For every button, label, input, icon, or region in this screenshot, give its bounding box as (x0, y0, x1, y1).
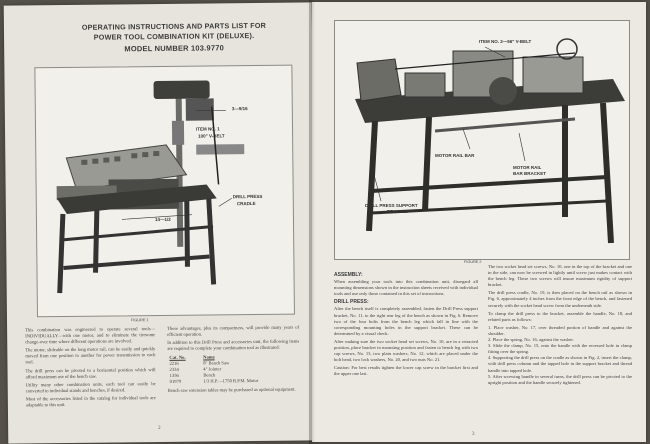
figure-2-caption: FIGURE 2 (464, 260, 482, 264)
leader-motor-rail (463, 129, 470, 149)
saw-blade (557, 39, 577, 59)
drill-motor (186, 98, 214, 120)
paragraph: This combination was engineered to operate several tools—INDIVIDUALLY—with one motor, and to eliminate the tiresome change-over time where different operations are involved. (25, 326, 156, 345)
paragraph: Most of the accessories listed in the catalog for individual tools are adaptable to this unit. (25, 394, 156, 408)
left-column-2 (167, 325, 300, 397)
label-motor-bracket-2: BAR BRACKET (513, 171, 546, 176)
figure-2-illustration (335, 21, 631, 261)
left-page (4, 2, 317, 443)
paragraph: Caution: For best results tighten the lower cap screw in the bracket first and the upper one last. (334, 365, 478, 377)
parts-header-name: Name (203, 354, 215, 360)
cell-catno: 1356 (169, 373, 179, 379)
label-motor-rail: MOTOR RAIL BAR (435, 153, 475, 158)
paragraph: These advantages, plus its compactness, will provide many years of efficient operation. (167, 324, 300, 338)
paragraph: Bench saw extension tables may be purchased as optional equipment. (167, 387, 296, 394)
model-number: MODEL NUMBER 103.9770 (124, 43, 224, 54)
page-number: 2 (158, 426, 161, 432)
parts-header-catno: Cat. No. (169, 355, 186, 361)
label-support-2: BRACKET (387, 209, 409, 214)
leader-cradle (219, 198, 232, 206)
page-header (74, 21, 274, 55)
motor (489, 77, 517, 105)
cell-name: 4" Jointer (203, 366, 222, 373)
drill-press-horizontal (357, 59, 401, 101)
label-cradle-2: CRADLE (236, 200, 256, 207)
paragraph: To clamp the drill press to the bracket, assemble the handle, No. 18, and related parts as follows: (488, 310, 632, 322)
assembly-steps (488, 325, 632, 386)
saw-extension (523, 57, 583, 93)
label-item-1: ITEM NO. 1 (195, 126, 220, 132)
paragraph: The drill press cradle, No. 19, is then placed on the bench rail as shown in Fig. 6, approximately 4 inches from the front edge of the bench, and fastened securely with the socket head screw from the underneath side. (488, 290, 632, 308)
paragraph: The drill press can be pivoted to a horizontal position which will afford maximum use of the bench saw. (25, 366, 156, 380)
drill-press-heading: DRILL PRESS: (334, 299, 369, 306)
list-item: 4. Supporting the drill press on the cradle as shown in Fig. 2, insert the clamp, with drill press column and the tapped hole in the support bracket and thread handle into tapped hole. (488, 355, 632, 373)
paragraph: The motor, slideable on the long motor rail, can be easily and quickly moved from one position to another for power transmission to each tool. (25, 346, 156, 365)
label-dim-2: 14—1/2 (154, 216, 171, 223)
paragraph: After the bench itself is completely assembled, fasten the Drill Press support bracket, No. 11, to the right rear leg of the bench as shown in Fig. 6. Remove two of the four bolts from the bench leg which fall in line with the corresponding mounting holes in the support bracket. These can be determined by a visual check. (334, 306, 478, 336)
cell-name: 8" Bench Saw (203, 360, 230, 367)
motor-rail-bar (435, 119, 575, 131)
drill-head (154, 80, 210, 99)
figure-2 (334, 20, 630, 260)
jointer (405, 73, 445, 97)
paragraph: The two socket head set screws, No. 10, one in the top of the bracket and one in the side, can now be screwed in lightly until screw just makes contact with the bench leg. These two screws will insure maximum rigidity of support bracket. (488, 264, 632, 288)
cell-catno: 2216 (169, 361, 179, 367)
bench-rail (371, 177, 607, 191)
paragraph: When assembling your tools into this combination unit, disregard all mounting dimensions shown in the instruction sheets received with individual tools and use only those contained in this set of instructions. (334, 279, 478, 297)
right-column-2 (488, 264, 632, 386)
list-item: 5. After screwing handle in several turns, the drill press can be pivoted to the upright position and the handle securely tightened. (488, 373, 632, 385)
header-line1: OPERATING INSTRUCTIONS AND PARTS LIST FOR (81, 20, 267, 32)
header-line2: POWER TOOL COMBINATION KIT (DELUXE). (93, 31, 255, 42)
assembly-heading: ASSEMBLY: (334, 272, 363, 278)
cell-catno: 2334 (169, 367, 179, 373)
page-number: 3 (472, 432, 475, 437)
figure-1-caption: FIGURE 1 (130, 318, 149, 323)
cell-catno: 01979 (169, 379, 182, 385)
parts-table (167, 354, 299, 385)
cell-name: 1/3 H.P.—1750 R.P.M. Motor (203, 378, 259, 385)
bench-legs (59, 198, 214, 293)
leader-bracket (519, 133, 525, 161)
left-column-1 (25, 326, 156, 410)
label-motor-bracket-1: MOTOR RAIL (513, 165, 542, 170)
bench-legs (369, 103, 611, 243)
label-item-2: ITEM NO. 2—56" V-BELT (479, 39, 532, 44)
right-page (312, 2, 646, 442)
list-item: 1. Place washer, No. 17, over threaded portion of handle and against the shoulder. (488, 324, 632, 336)
cell-name: Bench (203, 372, 216, 379)
right-column-1 (334, 270, 478, 380)
label-v-belt-1: 100" V-BELT (198, 133, 225, 139)
page-fold (309, 0, 319, 444)
list-item: 3. Slide the clamp, No. 15, onto the handle with the recessed hole in clamp fitting over the spring. (488, 343, 632, 355)
table-row (168, 378, 300, 385)
paragraph: Utility many other combination units, each tool can easily be converted to individual stands and benches, if desired. (25, 380, 156, 394)
paragraph: After making sure the two socket head set screws, No. 10, are in a retracted position, place bracket in mounting position and fasten to bench leg with two cap screws, No. 13, two plain washers, No. 12, which are placed under the bolt head, two lock washers, No. 20, and two nuts No. 21. (334, 338, 478, 363)
drill-spindle (172, 121, 184, 145)
bench-rail-mid (61, 226, 213, 240)
paragraph: In addition to this Drill Press and accessories unit, the following items are required to complete your combination tool as illustrated: (167, 338, 300, 352)
label-cradle-1: DRILL PRESS (232, 193, 263, 200)
figure-1 (34, 65, 295, 318)
label-dim-1: 3—9/16 (231, 106, 248, 112)
list-item: 2. Place the spring, No. 16, against the washer. (488, 337, 574, 343)
label-support-1: DRILL PRESS SUPPORT (365, 203, 418, 208)
figure-1-illustration (35, 66, 296, 319)
drill-table (196, 144, 244, 155)
